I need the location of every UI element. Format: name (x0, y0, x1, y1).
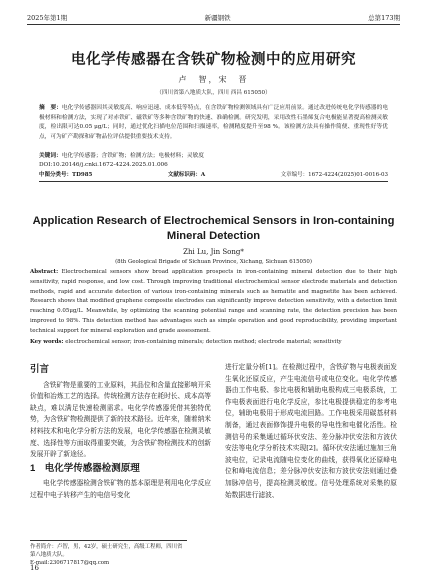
right-column-paragraph: 进行定量分析[1]。在检测过程中，含铁矿物与电极表面发生氧化还原反应，产生电流信号或电位变化。电化学传感器由工作电极、参比电极和辅助电极构成三电极系统，工作电极表面进行电化学反应，参比电极提供稳定的参考电位，辅助电极用于形成电流回路。工作电极采用碳基材料制备，通过表面修饰提升电极的导电性和电催化活性。检测信号的采集通过循环伏安法、差分脉冲伏安法和方波伏安法等电化学分析技术实现[2]。循环伏安法通过施加三角波电位，记录电流随电位变化的曲线，获得氧化还原峰电位和峰电流信息；差分脉冲伏安法和方波伏安法则通过叠加脉冲信号，提高检测灵敏度。信号处理系统对采集的原始数据进行滤波、 (225, 363, 397, 499)
clc-number: 中图分类号：TD985 (39, 172, 93, 178)
total-issue-label: 总第173期 (368, 14, 400, 22)
author-email: E-mail:2306717817@qq.com (30, 560, 110, 566)
authors-english: Zhi Lu, Jin Song* (183, 248, 244, 256)
page-number: 16 (30, 564, 39, 572)
keywords-text: 电化学传感器；含铁矿物；检测方法；电极材料；灵敏度 (61, 153, 204, 159)
doi: DOI:10.20146/j.cnki.1672-4224.2025.01.006 (39, 161, 168, 168)
author-bio: 作者简介：卢智，男，42岁，硕士研究生，高级工程师，四川省第八地质大队。 (30, 544, 183, 558)
affiliation-english: (8th Geological Brigade of Sichuan Province, Xichang, Sichuan 615050) (115, 259, 312, 265)
running-header (27, 12, 400, 25)
abstract-en-label: Abstract: (30, 269, 59, 275)
abstract-en-text: Electrochemical sensors show broad application prospects in iron-containing mineral detection due to their high sensitivity, rapid response, and low cost. Through improving traditional electrochemical sensor electrode materials and detection methods, rapid and accurate detection of various iron-containing minerals such as hematite and magnetite has been achieved. Research shows that modified graphene composite electrodes can significantly improve detection sensitivity, with a detection limit reaching 0.05μg/L. Meanwhile, by optimizing the scanning potential range and scanning rate, the detection precision has been improved to 98%. This detection method has advantages such as simple operation and good reproducibility, providing important technical support for mineral exploration and grade assessment. (30, 269, 397, 334)
keywords-english (30, 338, 397, 347)
journal-name: 新疆钢铁 (204, 14, 231, 22)
abstract-chinese (39, 104, 388, 142)
document-code: 文献标识码：A (167, 172, 206, 178)
left-column (30, 362, 211, 502)
section-1-heading: 1 电化学传感器检测原理 (30, 462, 140, 474)
title-chinese: 电化学传感器在含铁矿物检测中的应用研究 (71, 51, 356, 68)
right-column (225, 362, 397, 501)
issue-label: 2025年第1期 (27, 14, 68, 22)
intro-heading: 引言 (30, 364, 50, 375)
article-number: 文章编号：1672-4224(2025)01-0016-03 (280, 172, 388, 178)
section-1-paragraph: 电化学传感器检测含铁矿物的基本原理是利用电化学反应过程中电子转移产生的电信号变化 (30, 479, 211, 499)
title-english: Application Research of Electrochemical Sensors in Iron-containing Mineral Detection (32, 215, 395, 242)
keywords-en-label: Key words: (30, 339, 64, 345)
keywords-label: 关键词： (39, 153, 62, 159)
keywords-en-text: electrochemical sensor; iron-containing minerals; detection method; electrode material; sensitivity (65, 339, 342, 345)
abstract-label: 摘 要： (39, 105, 62, 111)
keywords-chinese (39, 152, 388, 169)
abstract-english (30, 268, 397, 337)
footnote (30, 540, 187, 567)
affiliation-chinese: （四川省第八地质大队，四川 西昌 615050） (156, 90, 271, 96)
article-meta (39, 171, 388, 182)
intro-paragraph: 含铁矿物是重要的工业原料，其品位和含量直接影响开采价值和冶炼工艺的选择。传统检测方法存在耗时长、成本高等缺点，难以满足快速检测需求。电化学传感器凭借其独特优势，为含铁矿物检测提供了新的技术路径。近年来，随着纳米材料技术和电化学分析方法的发展，电化学传感器在检测灵敏度、选择性等方面取得重要突破，为含铁矿物检测技术的创新发展开辟了新途径。 (30, 380, 211, 459)
authors-chinese: 卢 智，宋 晋 (178, 75, 249, 84)
abstract-text: 电化学传感器因其灵敏度高、响应迅速、成本低等特点，在含铁矿物检测领域具有广泛应用前景。通过改进传统电化学传感器的电极材料和检测方法，实现了对赤铁矿、磁铁矿等多种含铁矿物的快速、准确检测。研究发明，采用改性石墨烯复合电极能显著提高检测灵敏度，检出限可达0.05 μg/L；同时，通过优化扫描电位范围和扫描速率，检测精度提升至98 %。该检测方法具有操作简便、重现性好等优点，可为矿产勘探和矿物品位评估提供重要技术支持。 (39, 105, 389, 140)
